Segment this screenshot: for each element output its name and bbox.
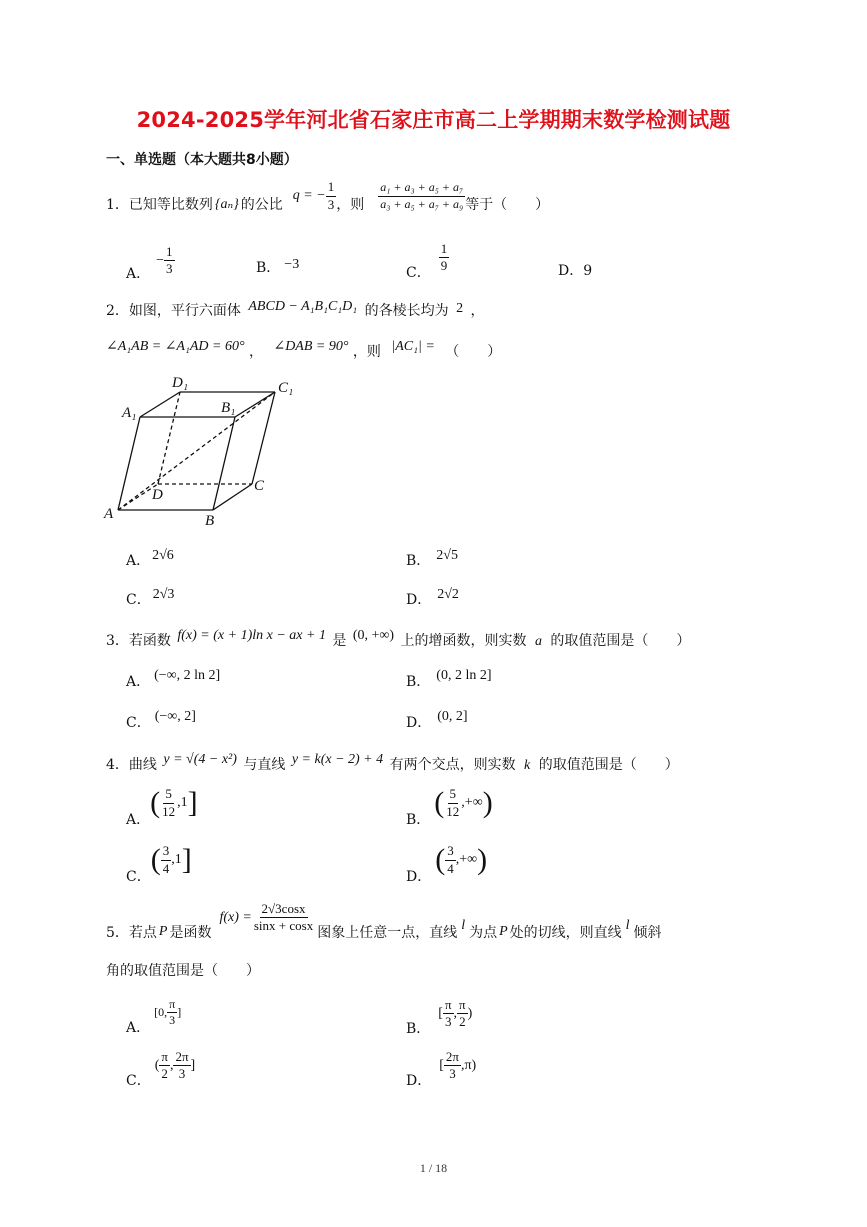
q4-option-b: B． ( $\frac{5}{12}$ ,+∞ )	[406, 786, 493, 828]
q3-option-a: A． (−∞, 2 ln 2]	[126, 668, 221, 690]
q1-stem-b: 的公比	[240, 197, 283, 213]
label-a: A	[104, 506, 114, 522]
label-c: C	[254, 478, 265, 494]
q1-stem-d: 等于（ ）	[465, 197, 550, 213]
q2-option-c: C． 2√3	[126, 587, 175, 608]
q3-option-d: D． (0, 2]	[406, 709, 468, 731]
q2-option-a: A． 2√6	[126, 548, 174, 569]
q2-option-d: D． 2√2	[406, 587, 459, 608]
edge-d-d1	[158, 392, 180, 484]
question-3: 3．若函数 f(x) = (x + 1)ln x − ax + 1 是 (0, +∞) 上的增函数，则实数 a 的取值范围是（ ）	[106, 628, 691, 649]
question-5-line-2: 角的取值范围是（ ）	[106, 963, 260, 979]
q2-option-b: B． 2√5	[406, 548, 458, 569]
question-5-line-1: 5．若点 P 是函数 f(x) = $\frac{2√3\cos x}{\sin x + \cos x}$ 图象上任意一点，直线 l 为点 P 处的切线，则直线 l 倾斜	[106, 901, 662, 941]
q2-vector-length: |AC₁| =	[391, 339, 435, 354]
question-2-line-2: ∠A₁AB = ∠A₁AD = 60° ， ∠DAB = 90° ，则 |AC₁| = （ ）	[106, 339, 502, 360]
q1-stem-c: ，则	[336, 197, 365, 213]
q1-stem-a: 1．已知等比数列	[106, 197, 213, 213]
q5-function-lhs: f(x) =	[219, 909, 252, 925]
q5-option-a: A． [0, $\frac{\pi}{3}$ ]	[126, 997, 182, 1036]
page-number: 1 / 18	[419, 1161, 448, 1175]
question-2-line-1: 2．如图，平行六面体 ABCD − A₁B₁C₁D₁ 的各棱长均为 2 ，	[106, 299, 485, 319]
q1-seq: {aₙ}	[214, 196, 239, 212]
q4-option-c: C． ( $\frac{3}{4}$ ,1 ]	[126, 843, 192, 885]
q4-option-a: A． ( $\frac{5}{12}$ ,1 ]	[126, 786, 198, 828]
q3-function: f(x) = (x + 1)ln x − ax + 1	[177, 628, 326, 643]
q1-option-a: A． − $\frac{1}{3}$	[126, 244, 173, 282]
q2-angle-1: ∠A₁AB = ∠A₁AD = 60°	[106, 339, 245, 354]
label-d1: D₁	[172, 375, 189, 391]
q3-interval: (0, +∞)	[352, 628, 395, 643]
q4-curve: y = √(4 − x²)	[163, 752, 237, 767]
edge-b-b1	[213, 417, 235, 510]
label-d: D	[152, 487, 163, 503]
section-heading: 一、单选题（本大题共8小题）	[106, 152, 298, 168]
question-1	[106, 179, 550, 226]
question-4: 4．曲线 y = √(4 − x²) 与直线 y = k(x − 2) + 4 有两个交点，则实数 k 的取值范围是（ ）	[106, 752, 679, 773]
q4-line: y = k(x − 2) + 4	[291, 752, 384, 767]
edge-c-c1	[252, 392, 275, 484]
q5-option-c: C． ( $\frac{\pi}{2}$ , $\frac{2\pi}{3}$ ]	[126, 1049, 196, 1089]
page-title: 2024-2025学年河北省石家庄市高二上学期期末数学检测试题	[136, 108, 731, 132]
q4-option-d: D． ( $\frac{3}{4}$ ,+∞ )	[406, 843, 488, 885]
q2-solid: ABCD − A₁B₁C₁D₁	[248, 299, 358, 314]
diagonal-a-c1	[118, 392, 275, 510]
q1-ratio-frac: $\frac{1}{3}$	[327, 179, 335, 212]
q3-option-c: C． (−∞, 2]	[126, 709, 196, 731]
q5-option-b: B． [ $\frac{\pi}{3}$ , $\frac{\pi}{2}$ )	[406, 997, 473, 1037]
label-b: B	[205, 513, 215, 529]
label-b1: B₁	[221, 400, 236, 416]
q2-angle-2: ∠DAB = 90°	[273, 339, 349, 354]
edge-d1-a1	[140, 392, 180, 417]
q3-option-b: B． (0, 2 ln 2]	[406, 668, 492, 690]
q1-option-c: C． $\frac{1}{9}$	[406, 241, 448, 281]
label-c1: C₁	[278, 380, 294, 396]
q5-function-frac: $\frac{2√3\cos x}{\sin x + \cos x}$	[253, 901, 314, 934]
q1-option-b: B． −3	[256, 257, 300, 276]
q1-main-frac: $\frac{\text{a₁ + a₃ + a₅ + a₇}}{\text{a₃ + a₅ + a₇ + a₉}}$	[380, 180, 464, 211]
q1-option-d: D．9	[558, 263, 593, 279]
parallelepiped-figure	[100, 370, 300, 530]
q1-ratio-lhs: q = −	[292, 188, 326, 203]
q5-option-d: D． [ $\frac{2\pi}{3}$ ,π)	[406, 1049, 477, 1089]
label-a1: A₁	[122, 405, 137, 421]
